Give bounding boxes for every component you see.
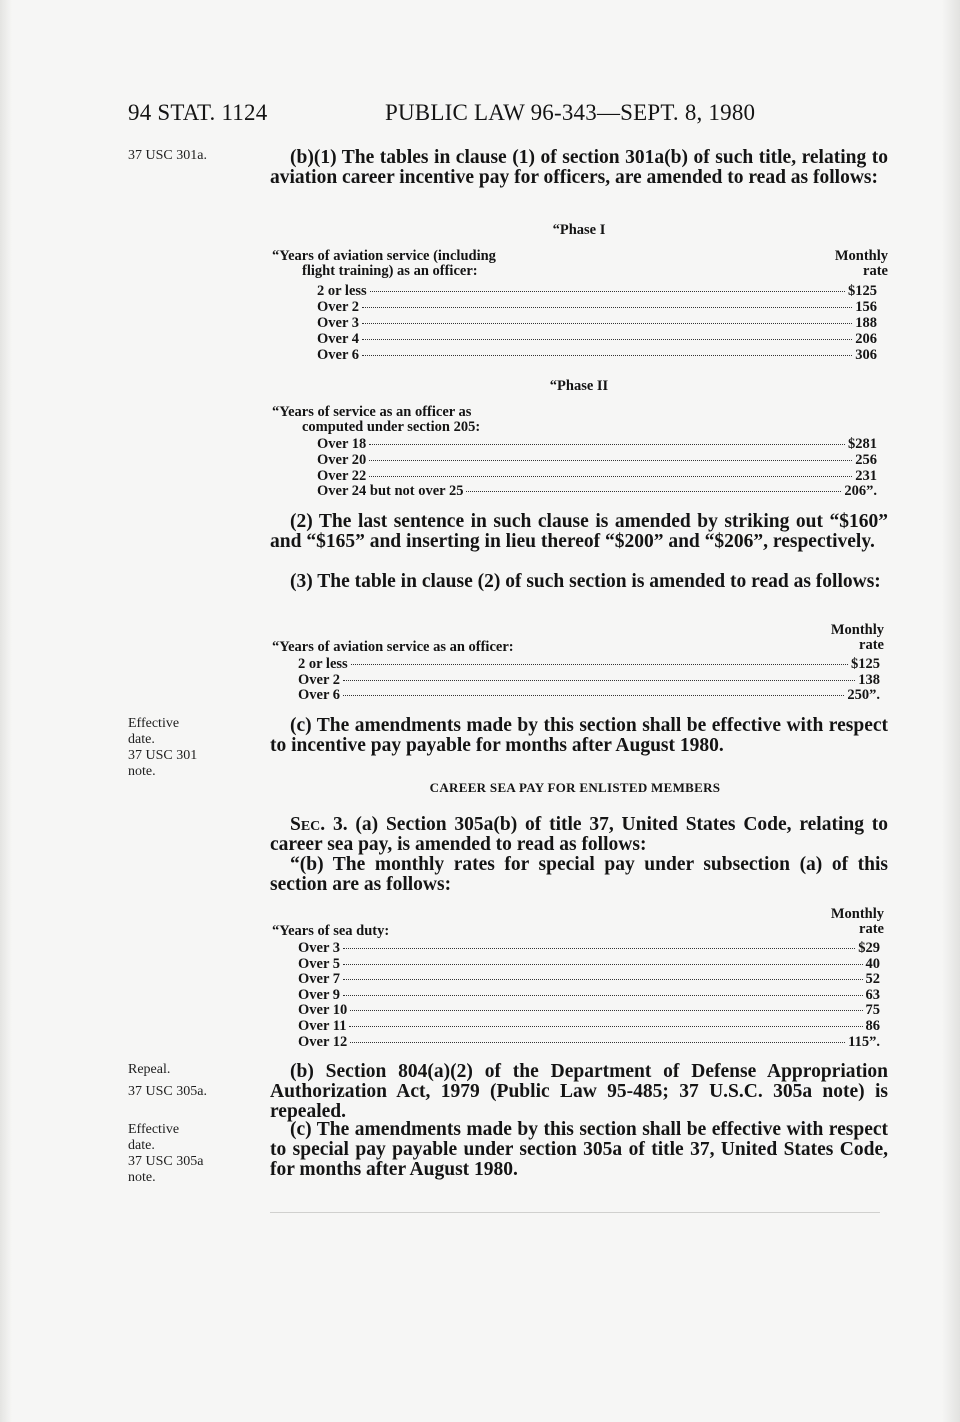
dot-leader [362, 323, 852, 324]
rate-head-line: Monthly [830, 622, 884, 638]
margin-note-effective-date-1 [128, 716, 197, 780]
row-label: Over 7 [298, 971, 341, 988]
paragraph-c-effective-date: (c) The amendments made by this section shall be effective with respect to incentive pay payable for months after August 1980. [270, 715, 888, 756]
section-heading: CAREER SEA PAY FOR ENLISTED MEMBERS [429, 780, 721, 795]
rate-head-line: rate [859, 921, 884, 937]
table-row [317, 332, 877, 348]
margin-note-line: Effective [128, 716, 180, 731]
section-3-text: (a) Section 305a(b) of title 37, United States Code, relating to career sea pay, is amended to read as follows: [270, 814, 889, 855]
margin-note-effective-date-2 [128, 1122, 203, 1186]
dot-leader [343, 979, 862, 980]
row-value: $125 [848, 283, 877, 299]
margin-note-line: date. [128, 1138, 155, 1153]
rate-head-line: rate [859, 637, 884, 653]
dot-leader [369, 476, 852, 477]
table-row [298, 673, 880, 689]
row-label: Over 20 [317, 451, 367, 468]
page-edge-shadow-left [0, 0, 12, 1422]
row-label: Over 2 [298, 671, 341, 688]
paragraph-c-effective-sea-pay: (c) The amendments made by this section shall be effective with respect to special pay payable under section 305a of title 37, United States Code, for months after August 1980. [270, 1119, 888, 1180]
row-value: 156 [855, 299, 877, 315]
rate-head-line: Monthly [834, 248, 888, 264]
paragraph-3: (3) The table in clause (2) of such section is amended to read as follows: [290, 571, 881, 592]
row-value: 86 [865, 1018, 880, 1034]
stat-page-number: 94 STAT. 1124 [128, 100, 268, 125]
dot-leader [370, 291, 845, 292]
dot-leader [466, 491, 841, 492]
table-row [317, 300, 877, 316]
section-3-paragraph-a [270, 815, 888, 855]
table-row [298, 1019, 880, 1035]
row-value: 138 [858, 671, 880, 688]
row-label: Over 3 [298, 940, 341, 956]
row-label: Over 11 [298, 1018, 347, 1034]
table-row [317, 348, 877, 364]
sea-table-rate-head [760, 907, 884, 937]
table-row [298, 657, 880, 673]
rate-head-line: Monthly [830, 906, 884, 922]
table-row [298, 1003, 880, 1019]
dot-leader [362, 307, 852, 308]
table-row [317, 316, 877, 332]
row-label: Over 5 [298, 955, 341, 972]
row-value: $29 [858, 940, 880, 956]
table-row [317, 469, 877, 485]
table-row [298, 1035, 880, 1051]
row-value: 115”. [848, 1033, 880, 1050]
row-value: 206”. [844, 483, 877, 500]
row-label: Over 3 [317, 315, 360, 331]
row-label: 2 or less [317, 283, 367, 299]
row-label: Over 10 [298, 1002, 348, 1019]
margin-note-line: note. [128, 1170, 156, 1185]
row-value: 250”. [847, 687, 880, 703]
row-label: Over 9 [298, 986, 341, 1003]
row-value: $125 [851, 656, 880, 672]
sea-table-column-head: “Years of sea duty: [272, 923, 390, 939]
page-edge-shadow-right [942, 0, 960, 1422]
column-head-line: flight training) as an officer: [302, 263, 478, 279]
phase-1-rate-head [760, 249, 888, 279]
row-value: 75 [865, 1002, 880, 1019]
table-row [317, 437, 877, 453]
table-row [317, 284, 877, 300]
running-title: PUBLIC LAW 96-343—SEPT. 8, 1980 [385, 100, 756, 125]
row-value: 231 [855, 467, 877, 484]
row-value: 63 [865, 986, 880, 1003]
margin-note-line: date. [128, 732, 155, 747]
margin-note-usc-305a: 37 USC 305a. [128, 1084, 207, 1099]
table-row [298, 941, 880, 957]
dot-leader [343, 948, 855, 949]
paragraph-b-repeal: (b) Section 804(a)(2) of the Department of Defense Appropriation Authorization Act, 1979 (Public Law 95-485; 37 U.S.C. 305a note) is repealed. [270, 1061, 888, 1122]
dot-leader [343, 964, 862, 965]
phase-1-title: “Phase I [552, 222, 606, 238]
column-head-line: computed under section 205: [302, 419, 481, 435]
table-row [317, 453, 877, 469]
row-value: 206 [855, 331, 877, 347]
table-row [298, 988, 880, 1004]
margin-note-line: 37 USC 305a [128, 1154, 204, 1169]
margin-note-usc-301a: 37 USC 301a. [128, 148, 207, 163]
row-label: 2 or less [298, 656, 348, 672]
row-label: Over 18 [317, 436, 367, 452]
column-head-line: “Years of aviation service (including [272, 248, 496, 264]
table-row [317, 484, 877, 500]
margin-note-line: note. [128, 764, 156, 779]
dot-leader [362, 355, 852, 356]
dot-leader [343, 995, 862, 996]
row-label: Over 24 but not over 25 [317, 483, 464, 500]
table-row [298, 688, 880, 704]
paragraph-2: (2) The last sentence in such clause is amended by striking out “$160” and “$165” and inserting in lieu thereof “$200” and “$206”, respectively. [270, 511, 888, 552]
table-3-rate-head [760, 623, 884, 653]
paragraph-b1: (b)(1) The tables in clause (1) of section 301a(b) of such title, relating to aviation career incentive pay for officers, are amended to read as follows: [270, 147, 888, 188]
dot-leader [349, 1026, 862, 1027]
row-label: Over 2 [317, 299, 360, 315]
bottom-rule [270, 1212, 880, 1213]
row-value: 256 [855, 451, 877, 468]
section-3-paragraph-b-quoted: “(b) The monthly rates for special pay under subsection (a) of this section are as follows: [270, 854, 888, 895]
dot-leader [350, 1042, 845, 1043]
table-row [298, 957, 880, 973]
dot-leader [351, 664, 848, 665]
dot-leader [343, 680, 855, 681]
table-row [298, 972, 880, 988]
dot-leader [362, 339, 852, 340]
phase-2-title: “Phase II [549, 378, 609, 394]
margin-note-line: 37 USC 301 [128, 748, 198, 763]
row-label: Over 6 [317, 347, 360, 363]
row-label: Over 22 [317, 467, 367, 484]
row-value: 306 [855, 347, 877, 363]
rate-head-line: rate [863, 263, 888, 279]
row-label: Over 4 [317, 331, 360, 347]
row-value: 188 [855, 315, 877, 331]
row-label: Over 6 [298, 687, 341, 703]
dot-leader [369, 444, 845, 445]
row-value: 52 [865, 971, 880, 988]
dot-leader [343, 695, 844, 696]
column-head-line: “Years of service as an officer as [272, 404, 472, 420]
row-value: $281 [848, 436, 877, 452]
margin-note-repeal: Repeal. [128, 1062, 171, 1077]
dot-leader [369, 460, 852, 461]
section-number: Sec. 3. [290, 814, 348, 835]
phase-1-column-head [272, 249, 496, 279]
phase-2-column-head [272, 405, 480, 435]
row-value: 40 [865, 955, 880, 972]
row-label: Over 12 [298, 1033, 348, 1050]
dot-leader [350, 1010, 862, 1011]
table-3-column-head: “Years of aviation service as an officer: [272, 639, 514, 655]
margin-note-line: Effective [128, 1122, 180, 1137]
